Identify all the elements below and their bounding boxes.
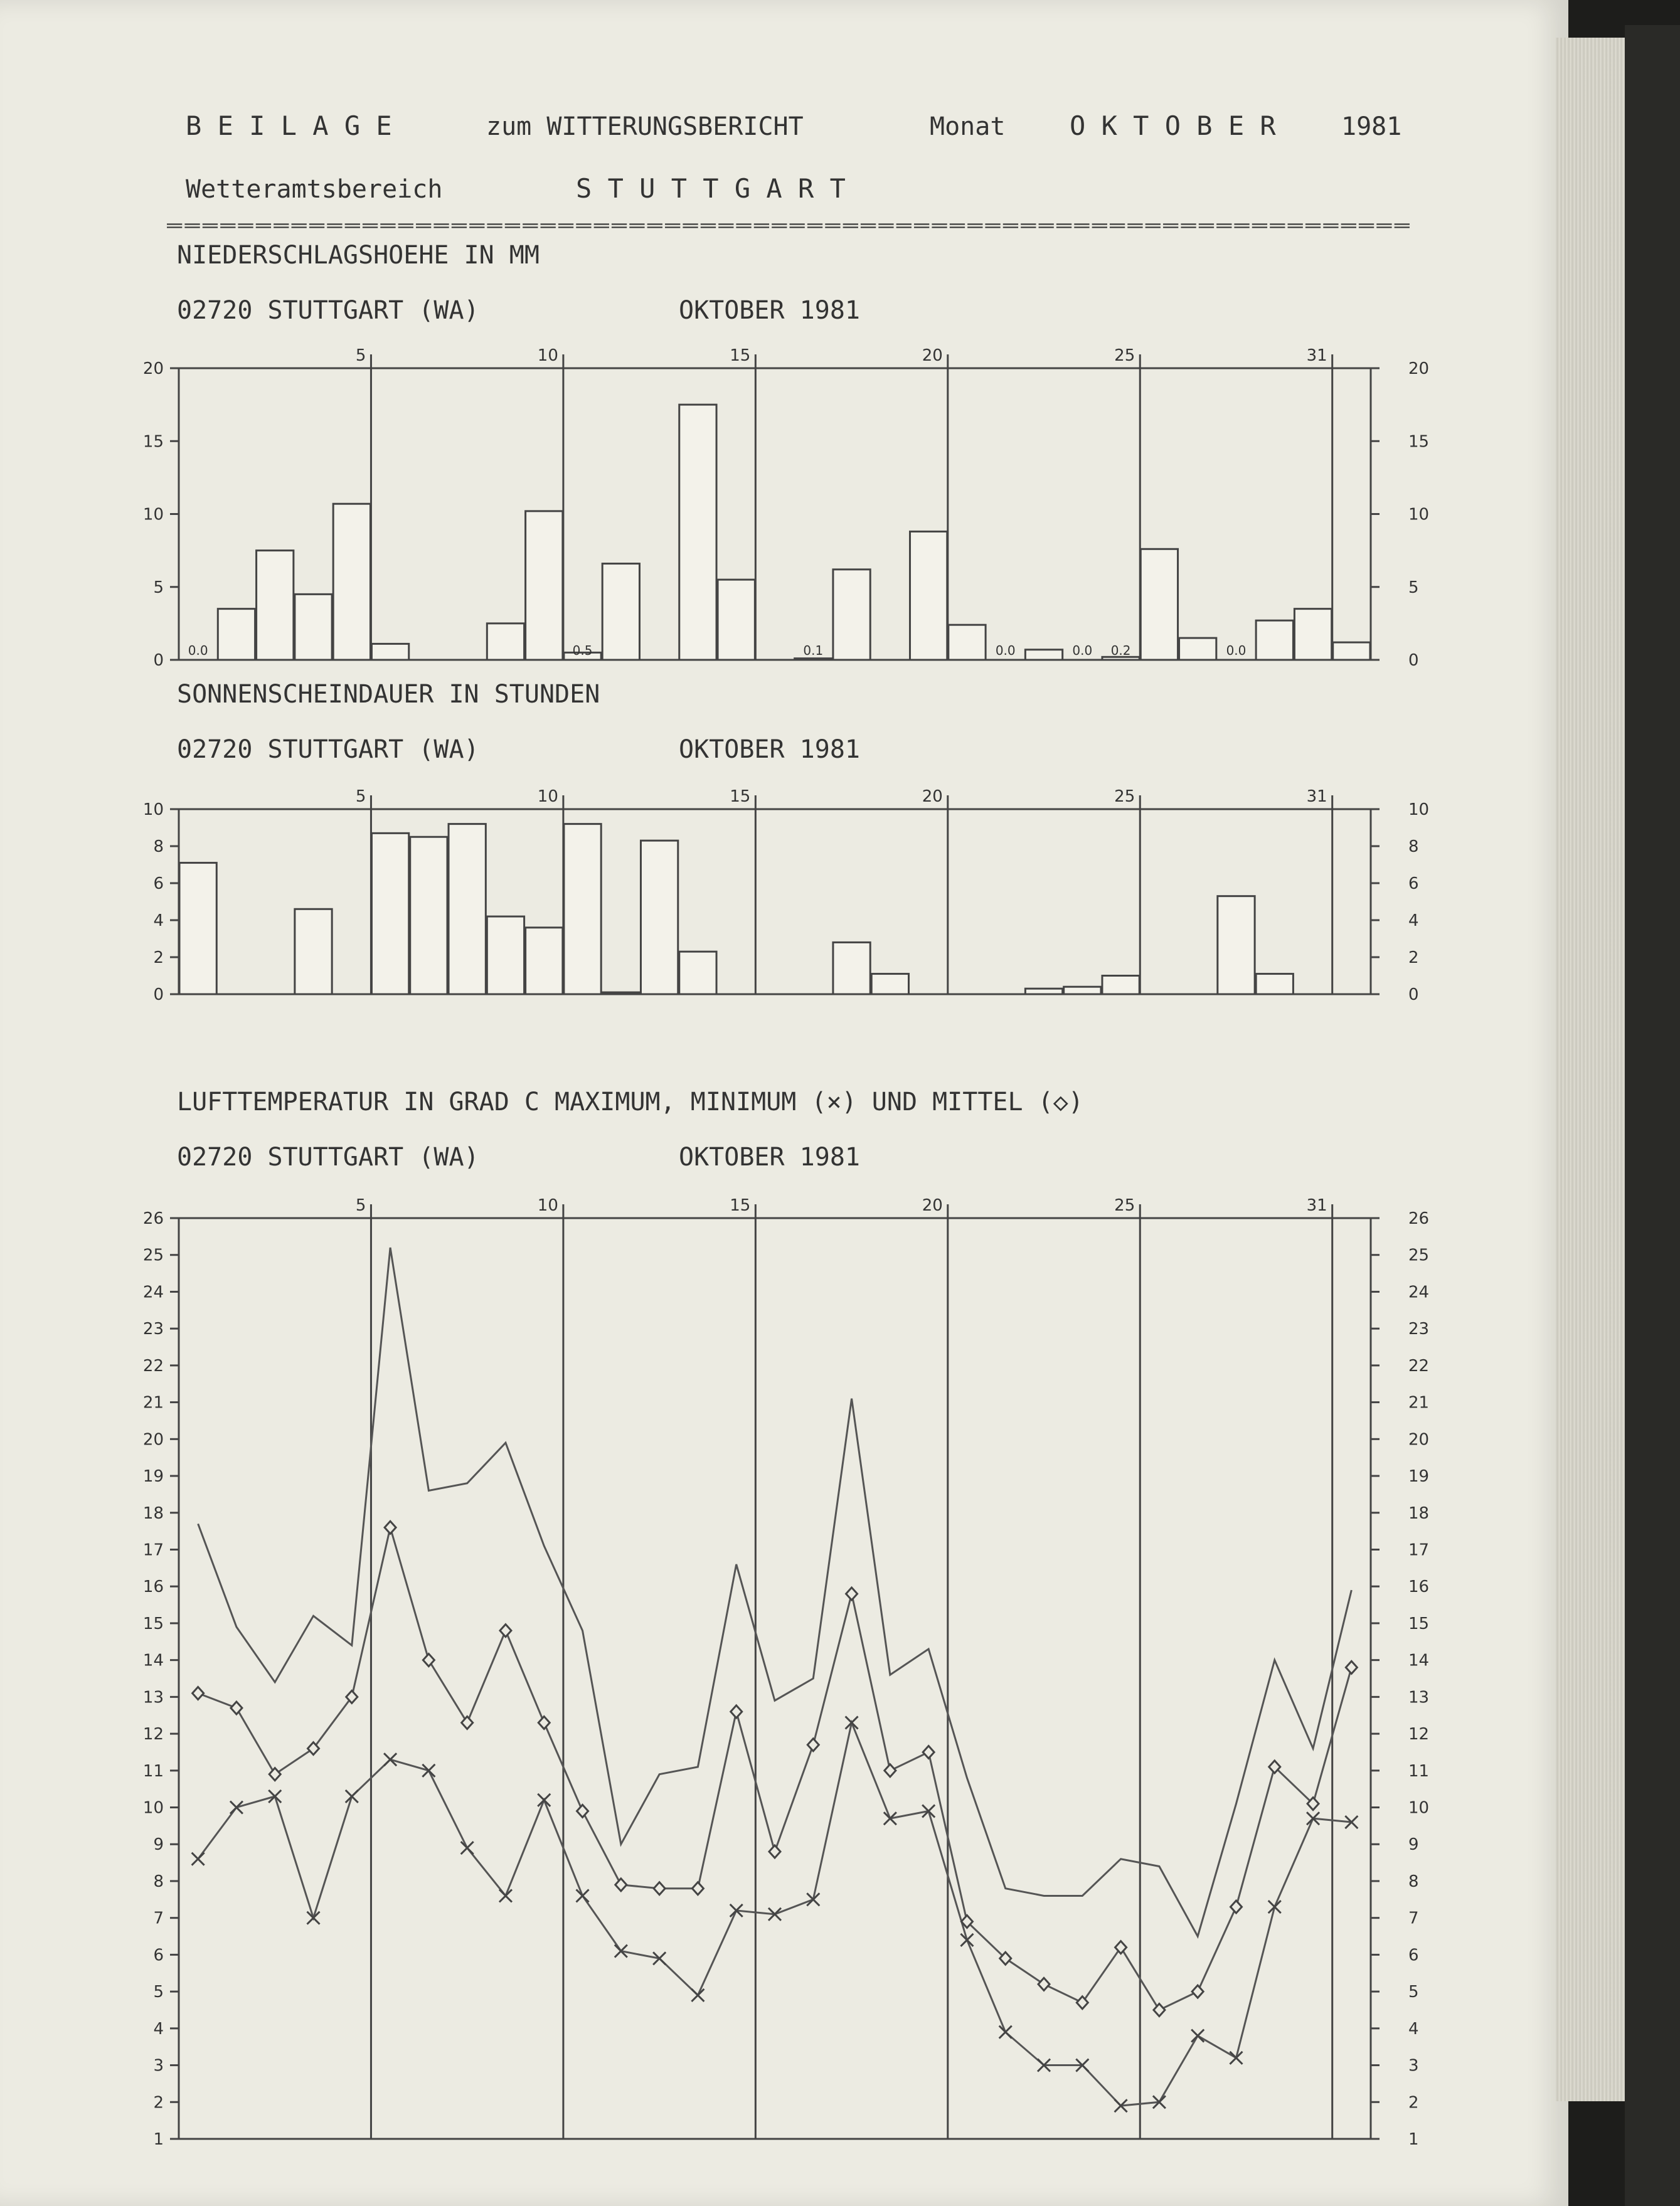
temp-minimum-point — [577, 1889, 589, 1902]
sun-ytick-label-left: 2 — [153, 948, 164, 967]
temp-ytick-label-left: 9 — [153, 1835, 164, 1855]
temp-mean-point — [923, 1746, 934, 1758]
precip-ytick-label-right: 20 — [1408, 359, 1430, 378]
temp-minimum-point — [1268, 1901, 1281, 1913]
sunshine-period: OKTOBER 1981 — [679, 735, 860, 764]
temp-ytick-label-left: 21 — [142, 1393, 164, 1413]
sun-ytick-label-left: 0 — [153, 985, 164, 1004]
temp-ytick-label-right: 8 — [1408, 1872, 1419, 1891]
temp-ytick-label-right: 14 — [1408, 1651, 1430, 1670]
temp-ytick-label-left: 10 — [142, 1798, 164, 1818]
temp-day-tick-label: 10 — [537, 1196, 558, 1215]
temp-mean-point — [1346, 1661, 1357, 1673]
header-witterungsbericht: zum WITTERUNGSBERICHT — [486, 112, 804, 141]
temp-ytick-label-left: 5 — [153, 1983, 164, 2002]
temp-ytick-label-left: 17 — [142, 1540, 164, 1560]
precip-day-tick-label: 10 — [537, 346, 558, 365]
precip-bar — [218, 609, 255, 660]
sunshine-station: 02720 STUTTGART (WA) — [177, 735, 479, 764]
precip-chart-title: NIEDERSCHLAGSHOEHE IN MM — [177, 241, 540, 270]
precip-bar — [371, 644, 408, 660]
temp-ytick-label-right: 13 — [1408, 1688, 1430, 1707]
sun-bar — [487, 916, 524, 994]
temp-minimum-point — [192, 1853, 205, 1865]
temp-ytick-label-right: 9 — [1408, 1835, 1419, 1855]
precip-bar — [795, 659, 832, 660]
temp-ytick-label-right: 18 — [1408, 1503, 1430, 1523]
precip-bar — [526, 511, 563, 660]
precip-bar — [1179, 638, 1216, 660]
temp-ytick-label-left: 26 — [142, 1209, 164, 1228]
temperature-chart-title: LUFTTEMPERATUR IN GRAD C MAXIMUM, MINIMUM (×) UND MITTEL (◇) — [177, 1088, 1083, 1116]
sun-ytick-label-left: 6 — [153, 874, 164, 893]
temp-mean-point — [500, 1625, 511, 1637]
temp-ytick-label-right: 11 — [1408, 1761, 1430, 1781]
sun-bar — [1025, 989, 1062, 994]
temp-ytick-label-right: 17 — [1408, 1540, 1430, 1560]
temp-minimum-point — [422, 1764, 435, 1777]
temp-ytick-label-right: 12 — [1408, 1725, 1430, 1744]
precip-station: 02720 STUTTGART (WA) — [177, 296, 479, 325]
temp-mean-point — [1192, 1985, 1203, 1998]
sun-day-tick-label: 25 — [1114, 787, 1135, 806]
temp-mean-point — [731, 1705, 742, 1718]
precip-bar — [1256, 620, 1293, 660]
precip-bar — [949, 625, 986, 660]
temperature-period: OKTOBER 1981 — [679, 1143, 860, 1172]
sun-bar — [371, 833, 408, 994]
temp-mean-point — [846, 1588, 858, 1600]
temp-ytick-label-right: 21 — [1408, 1393, 1430, 1413]
precipitation-chart — [143, 346, 1429, 670]
header-year: 1981 — [1341, 112, 1402, 141]
precip-ytick-label-left: 5 — [153, 578, 164, 597]
temp-ytick-label-right: 7 — [1408, 1909, 1419, 1928]
temp-ytick-label-right: 2 — [1408, 2093, 1419, 2113]
temp-ytick-label-right: 3 — [1408, 2056, 1419, 2076]
header-beilage: B E I L A G E — [186, 110, 392, 141]
sun-bar — [410, 837, 447, 994]
sun-bar — [679, 952, 716, 994]
sun-day-tick-label: 15 — [730, 787, 751, 806]
precip-bar — [295, 594, 332, 660]
sun-bar — [564, 824, 601, 994]
temp-ytick-label-right: 19 — [1408, 1467, 1430, 1487]
sun-ytick-label-right: 0 — [1408, 985, 1419, 1004]
precip-bar-value-label: 0.0 — [1072, 643, 1093, 658]
temp-mean-point — [692, 1882, 703, 1895]
temp-ytick-label-left: 7 — [153, 1909, 164, 1928]
sun-bar — [1218, 896, 1255, 994]
temp-ytick-label-left: 16 — [142, 1578, 164, 1597]
temp-ytick-label-left: 6 — [153, 1946, 164, 1965]
temp-mean-point — [193, 1687, 204, 1699]
temp-ytick-label-left: 15 — [142, 1614, 164, 1633]
precip-bar — [1140, 549, 1178, 660]
temp-minimum-point — [999, 2026, 1012, 2039]
temp-minimum-point — [1191, 2030, 1204, 2042]
precip-bar-value-label: 0.5 — [572, 643, 593, 658]
temp-ytick-label-left: 8 — [153, 1872, 164, 1891]
temp-minimum-point — [691, 1989, 704, 2002]
temp-day-tick-label: 25 — [1114, 1196, 1135, 1215]
precip-ytick-label-right: 15 — [1408, 432, 1430, 452]
sun-bar — [179, 863, 216, 994]
temp-mean-point — [615, 1879, 627, 1891]
temp-ytick-label-left: 11 — [142, 1761, 164, 1781]
sun-bar — [449, 824, 486, 994]
sunshine-chart — [143, 787, 1429, 1004]
sun-ytick-label-left: 4 — [153, 911, 164, 930]
temp-day-tick-label: 31 — [1306, 1196, 1327, 1215]
sun-bar — [871, 974, 908, 994]
precip-bar — [910, 531, 947, 660]
sun-bar — [833, 942, 870, 994]
sun-day-tick-label: 10 — [537, 787, 558, 806]
precip-day-tick-label: 5 — [355, 346, 366, 365]
temp-minimum-point — [307, 1912, 320, 1924]
temperature-station: 02720 STUTTGART (WA) — [177, 1143, 479, 1172]
temp-minimum-point — [346, 1790, 358, 1803]
precip-ytick-label-left: 0 — [153, 651, 164, 670]
sun-bar — [602, 992, 639, 994]
precip-ytick-label-left: 15 — [142, 432, 164, 452]
sunshine-chart-title: SONNENSCHEINDAUER IN STUNDEN — [177, 680, 600, 709]
precip-ytick-label-left: 20 — [142, 359, 164, 378]
precip-day-tick-label: 25 — [1114, 346, 1135, 365]
temp-ytick-label-left: 3 — [153, 2056, 164, 2076]
header-double-rule: ====================================================================== — [166, 216, 1411, 235]
precip-bar — [333, 504, 370, 660]
temp-mean-point — [807, 1739, 819, 1751]
temp-ytick-label-left: 19 — [142, 1467, 164, 1487]
precip-bar — [718, 580, 755, 660]
temp-minimum-point — [230, 1801, 243, 1814]
temp-ytick-label-right: 5 — [1408, 1983, 1419, 2002]
precip-bar-value-label: 0.0 — [1226, 643, 1247, 658]
temp-ytick-label-right: 23 — [1408, 1320, 1430, 1339]
temp-ytick-label-left: 25 — [142, 1246, 164, 1265]
header-wetteramtsbereich-label: Wetteramtsbereich — [186, 175, 443, 204]
temp-ytick-label-left: 24 — [142, 1283, 164, 1302]
temp-mean-point — [538, 1716, 550, 1729]
temp-minimum-point — [538, 1794, 550, 1806]
sun-day-tick-label: 5 — [355, 787, 366, 806]
temp-ytick-label-right: 24 — [1408, 1283, 1430, 1302]
sun-ytick-label-left: 8 — [153, 837, 164, 856]
precip-bar — [487, 623, 524, 660]
temp-minimum-point — [1230, 2052, 1242, 2064]
temp-ytick-label-right: 16 — [1408, 1578, 1430, 1597]
temp-minimum-point — [384, 1753, 396, 1766]
temp-ytick-label-right: 22 — [1408, 1356, 1430, 1376]
precip-bar — [1294, 609, 1331, 660]
precip-day-tick-label: 20 — [922, 346, 943, 365]
precip-day-tick-label: 15 — [730, 346, 751, 365]
temp-ytick-label-right: 6 — [1408, 1946, 1419, 1965]
temp-minimum-point — [461, 1842, 474, 1854]
temp-mean-point — [423, 1654, 434, 1667]
precip-bar-value-label: 0.1 — [803, 643, 824, 658]
precip-bar — [602, 564, 639, 660]
precip-ytick-label-right: 10 — [1408, 505, 1430, 524]
temp-mean-point — [269, 1768, 280, 1781]
temp-mean-point — [231, 1702, 242, 1714]
precip-bar — [1025, 650, 1062, 660]
precip-ytick-label-left: 10 — [142, 505, 164, 524]
temp-ytick-label-right: 25 — [1408, 1246, 1430, 1265]
precip-bar — [1333, 642, 1370, 660]
sun-day-tick-label: 20 — [922, 787, 943, 806]
temp-ytick-label-left: 22 — [142, 1356, 164, 1376]
temp-ytick-label-right: 10 — [1408, 1798, 1430, 1818]
temp-day-tick-label: 5 — [355, 1196, 366, 1215]
sun-bar — [1064, 987, 1101, 994]
temp-ytick-label-left: 23 — [142, 1320, 164, 1339]
temp-ytick-label-left: 20 — [142, 1430, 164, 1450]
sun-bar — [1256, 974, 1293, 994]
sun-ytick-label-right: 6 — [1408, 874, 1419, 893]
sun-ytick-label-left: 10 — [142, 800, 164, 819]
temp-day-tick-label: 15 — [730, 1196, 751, 1215]
temp-ytick-label-left: 14 — [142, 1651, 164, 1670]
temp-minimum-point — [268, 1790, 281, 1803]
header-month: O K T O B E R — [1070, 110, 1276, 141]
temp-ytick-label-left: 13 — [142, 1688, 164, 1707]
header-station-area: S T U T T G A R T — [576, 173, 846, 204]
precip-bar — [257, 551, 294, 660]
temp-ytick-label-right: 4 — [1408, 2019, 1419, 2039]
precip-ytick-label-right: 5 — [1408, 578, 1419, 597]
temp-plot-area — [179, 1218, 1371, 2139]
sun-ytick-label-right: 8 — [1408, 837, 1419, 856]
temp-mean-point — [885, 1764, 896, 1777]
temp-mean-point — [1154, 2003, 1165, 2016]
temp-day-tick-label: 20 — [922, 1196, 943, 1215]
temp-ytick-label-left: 12 — [142, 1725, 164, 1744]
temp-ytick-label-right: 1 — [1408, 2130, 1419, 2149]
temp-ytick-label-left: 2 — [153, 2093, 164, 2113]
temp-minimum-point — [499, 1889, 512, 1902]
precip-day-tick-label: 31 — [1306, 346, 1327, 365]
precip-bar-value-label: 0.2 — [1110, 643, 1131, 658]
temp-ytick-label-right: 15 — [1408, 1614, 1430, 1633]
sun-plot-frame — [179, 809, 1371, 994]
precip-ytick-label-right: 0 — [1408, 651, 1419, 670]
precip-period: OKTOBER 1981 — [679, 296, 860, 325]
temp-mean-point — [577, 1805, 588, 1817]
temp-minimum-point — [960, 1934, 973, 1946]
temp-mean-point — [462, 1716, 473, 1729]
temp-mean-point — [1038, 1978, 1050, 1990]
sun-day-tick-label: 31 — [1306, 787, 1327, 806]
temp-mean-point — [385, 1521, 396, 1534]
temp-mean-point — [654, 1882, 665, 1895]
temp-mean-point — [1230, 1901, 1241, 1913]
temp-ytick-label-right: 20 — [1408, 1430, 1430, 1450]
sun-ytick-label-right: 10 — [1408, 800, 1430, 819]
header-monat-label: Monat — [930, 112, 1006, 141]
precip-bar — [833, 570, 870, 660]
temperature-chart — [143, 1196, 1429, 2149]
sun-ytick-label-right: 4 — [1408, 911, 1419, 930]
sun-bar — [641, 841, 678, 994]
temp-mean-point — [769, 1845, 780, 1858]
temp-ytick-label-left: 4 — [153, 2019, 164, 2039]
precip-bar-value-label: 0.0 — [995, 643, 1016, 658]
sun-bar — [295, 909, 332, 994]
sun-bar — [1102, 976, 1139, 995]
temp-ytick-label-left: 1 — [153, 2130, 164, 2149]
precip-bar — [679, 405, 716, 660]
temp-ytick-label-left: 18 — [142, 1503, 164, 1523]
sun-bar — [526, 928, 563, 994]
sun-ytick-label-right: 2 — [1408, 948, 1419, 967]
precip-bar-value-label: 0.0 — [188, 643, 208, 658]
temp-ytick-label-right: 26 — [1408, 1209, 1430, 1228]
